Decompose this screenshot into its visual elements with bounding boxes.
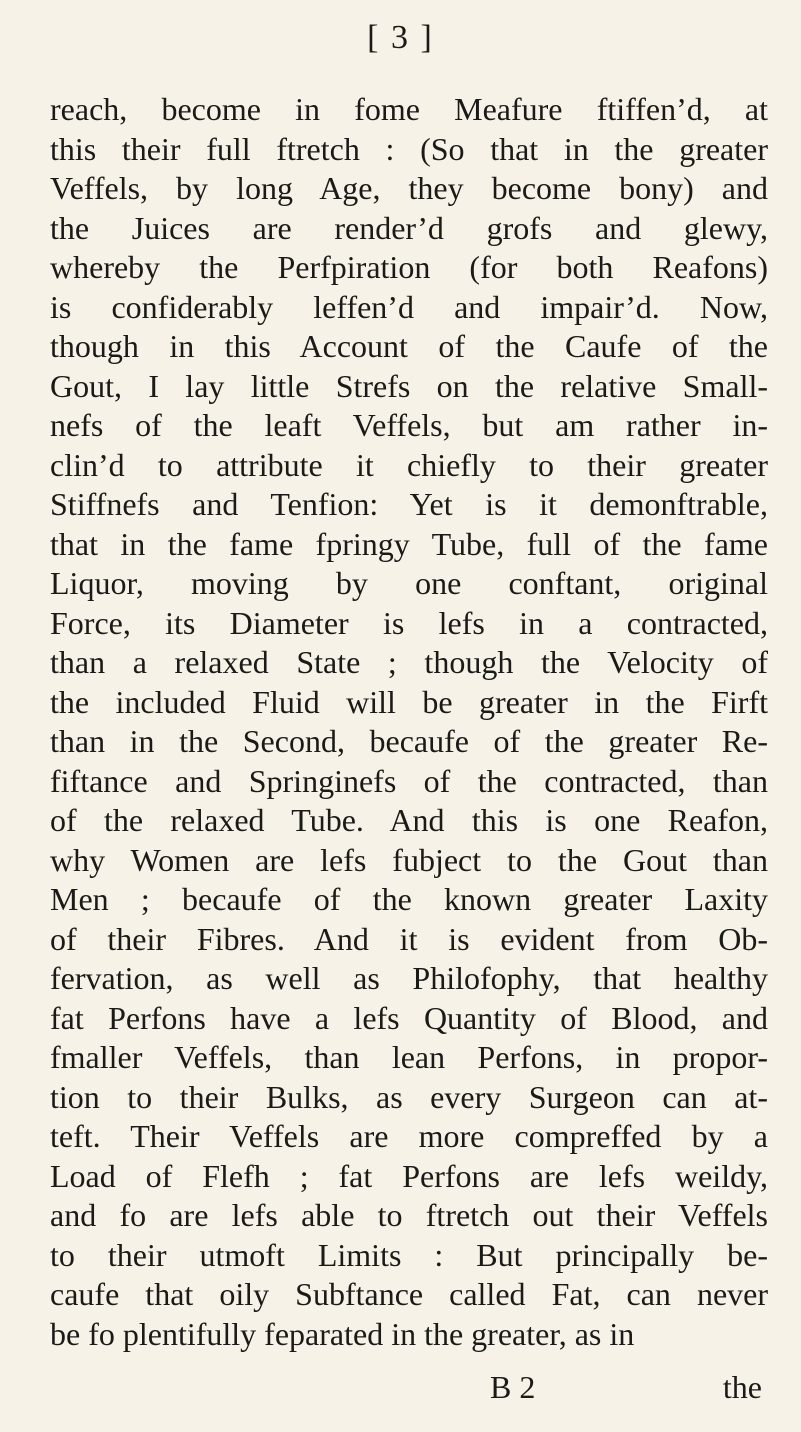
text-line: Men ; becaufe of the known greater Laxity <box>50 881 768 917</box>
catchword: the <box>722 1369 762 1405</box>
text-line: caufe that oily Subftance called Fat, can never <box>50 1276 768 1312</box>
text-line: nefs of the leaft Veffels, but am rather in- <box>50 407 768 443</box>
text-line: be fo plentifully feparated in the greater, as in <box>50 1315 635 1352</box>
text-line: this their full ftretch : (So that in the greater <box>50 130 768 167</box>
text-line: though in this Account of the Caufe of the <box>50 328 768 364</box>
text-line: of the relaxed Tube. And this is one Reafon, <box>50 802 768 838</box>
text-line: Stiffnefs and Tenfion: Yet is it demonftrable, <box>50 486 768 522</box>
text-line: fervation, as well as Philofophy, that healthy <box>50 960 768 996</box>
text-line: Load of Flefh ; fat Perfons are lefs weildy, <box>50 1157 768 1194</box>
text-line: than in the Second, becaufe of the greater Re- <box>50 723 768 759</box>
text-line: clin’d to attribute it chiefly to their greater <box>50 446 768 483</box>
text-line: Force, its Diameter is lefs in a contracted, <box>50 604 768 641</box>
signature-mark: B 2 <box>490 1369 536 1405</box>
text-line: whereby the Perfpiration (for both Reafons) <box>50 249 768 285</box>
text-line: the included Fluid will be greater in the Firft <box>50 683 768 720</box>
text-line: Veffels, by long Age, they become bony) and <box>50 170 768 206</box>
text-line: and fo are lefs able to ftretch out their Veffels <box>50 1197 768 1233</box>
text-line: than a relaxed State ; though the Velocity of <box>50 644 768 680</box>
text-line: fmaller Veffels, than lean Perfons, in propor- <box>50 1039 768 1075</box>
text-line: fiftance and Springinefs of the contracted, than <box>50 762 768 799</box>
page-number: [ 3 ] <box>367 19 434 56</box>
text-line: of their Fibres. And it is evident from Ob- <box>50 920 768 957</box>
text-line: teft. Their Veffels are more compreffed by a <box>50 1118 768 1154</box>
text-line: is confiderably leffen’d and impair’d. Now, <box>50 288 768 325</box>
text-line: Liquor, moving by one conftant, original <box>50 565 768 601</box>
text-line: fat Perfons have a lefs Quantity of Blood, and <box>50 999 768 1036</box>
text-line: the Juices are render’d grofs and glewy, <box>50 209 768 246</box>
text-line: Gout, I lay little Strefs on the relative Small- <box>50 367 768 404</box>
text-line: tion to their Bulks, as every Surgeon can at- <box>50 1078 768 1115</box>
body-text <box>50 90 768 1354</box>
text-line: reach, become in fome Meafure ftiffen’d, at <box>50 91 768 127</box>
page-footer <box>50 1367 768 1407</box>
text-line: why Women are lefs fubject to the Gout than <box>50 841 768 878</box>
text-line: to their utmoft Limits : But principally be- <box>50 1236 768 1273</box>
text-line: that in the fame fpringy Tube, full of the fame <box>50 525 768 562</box>
